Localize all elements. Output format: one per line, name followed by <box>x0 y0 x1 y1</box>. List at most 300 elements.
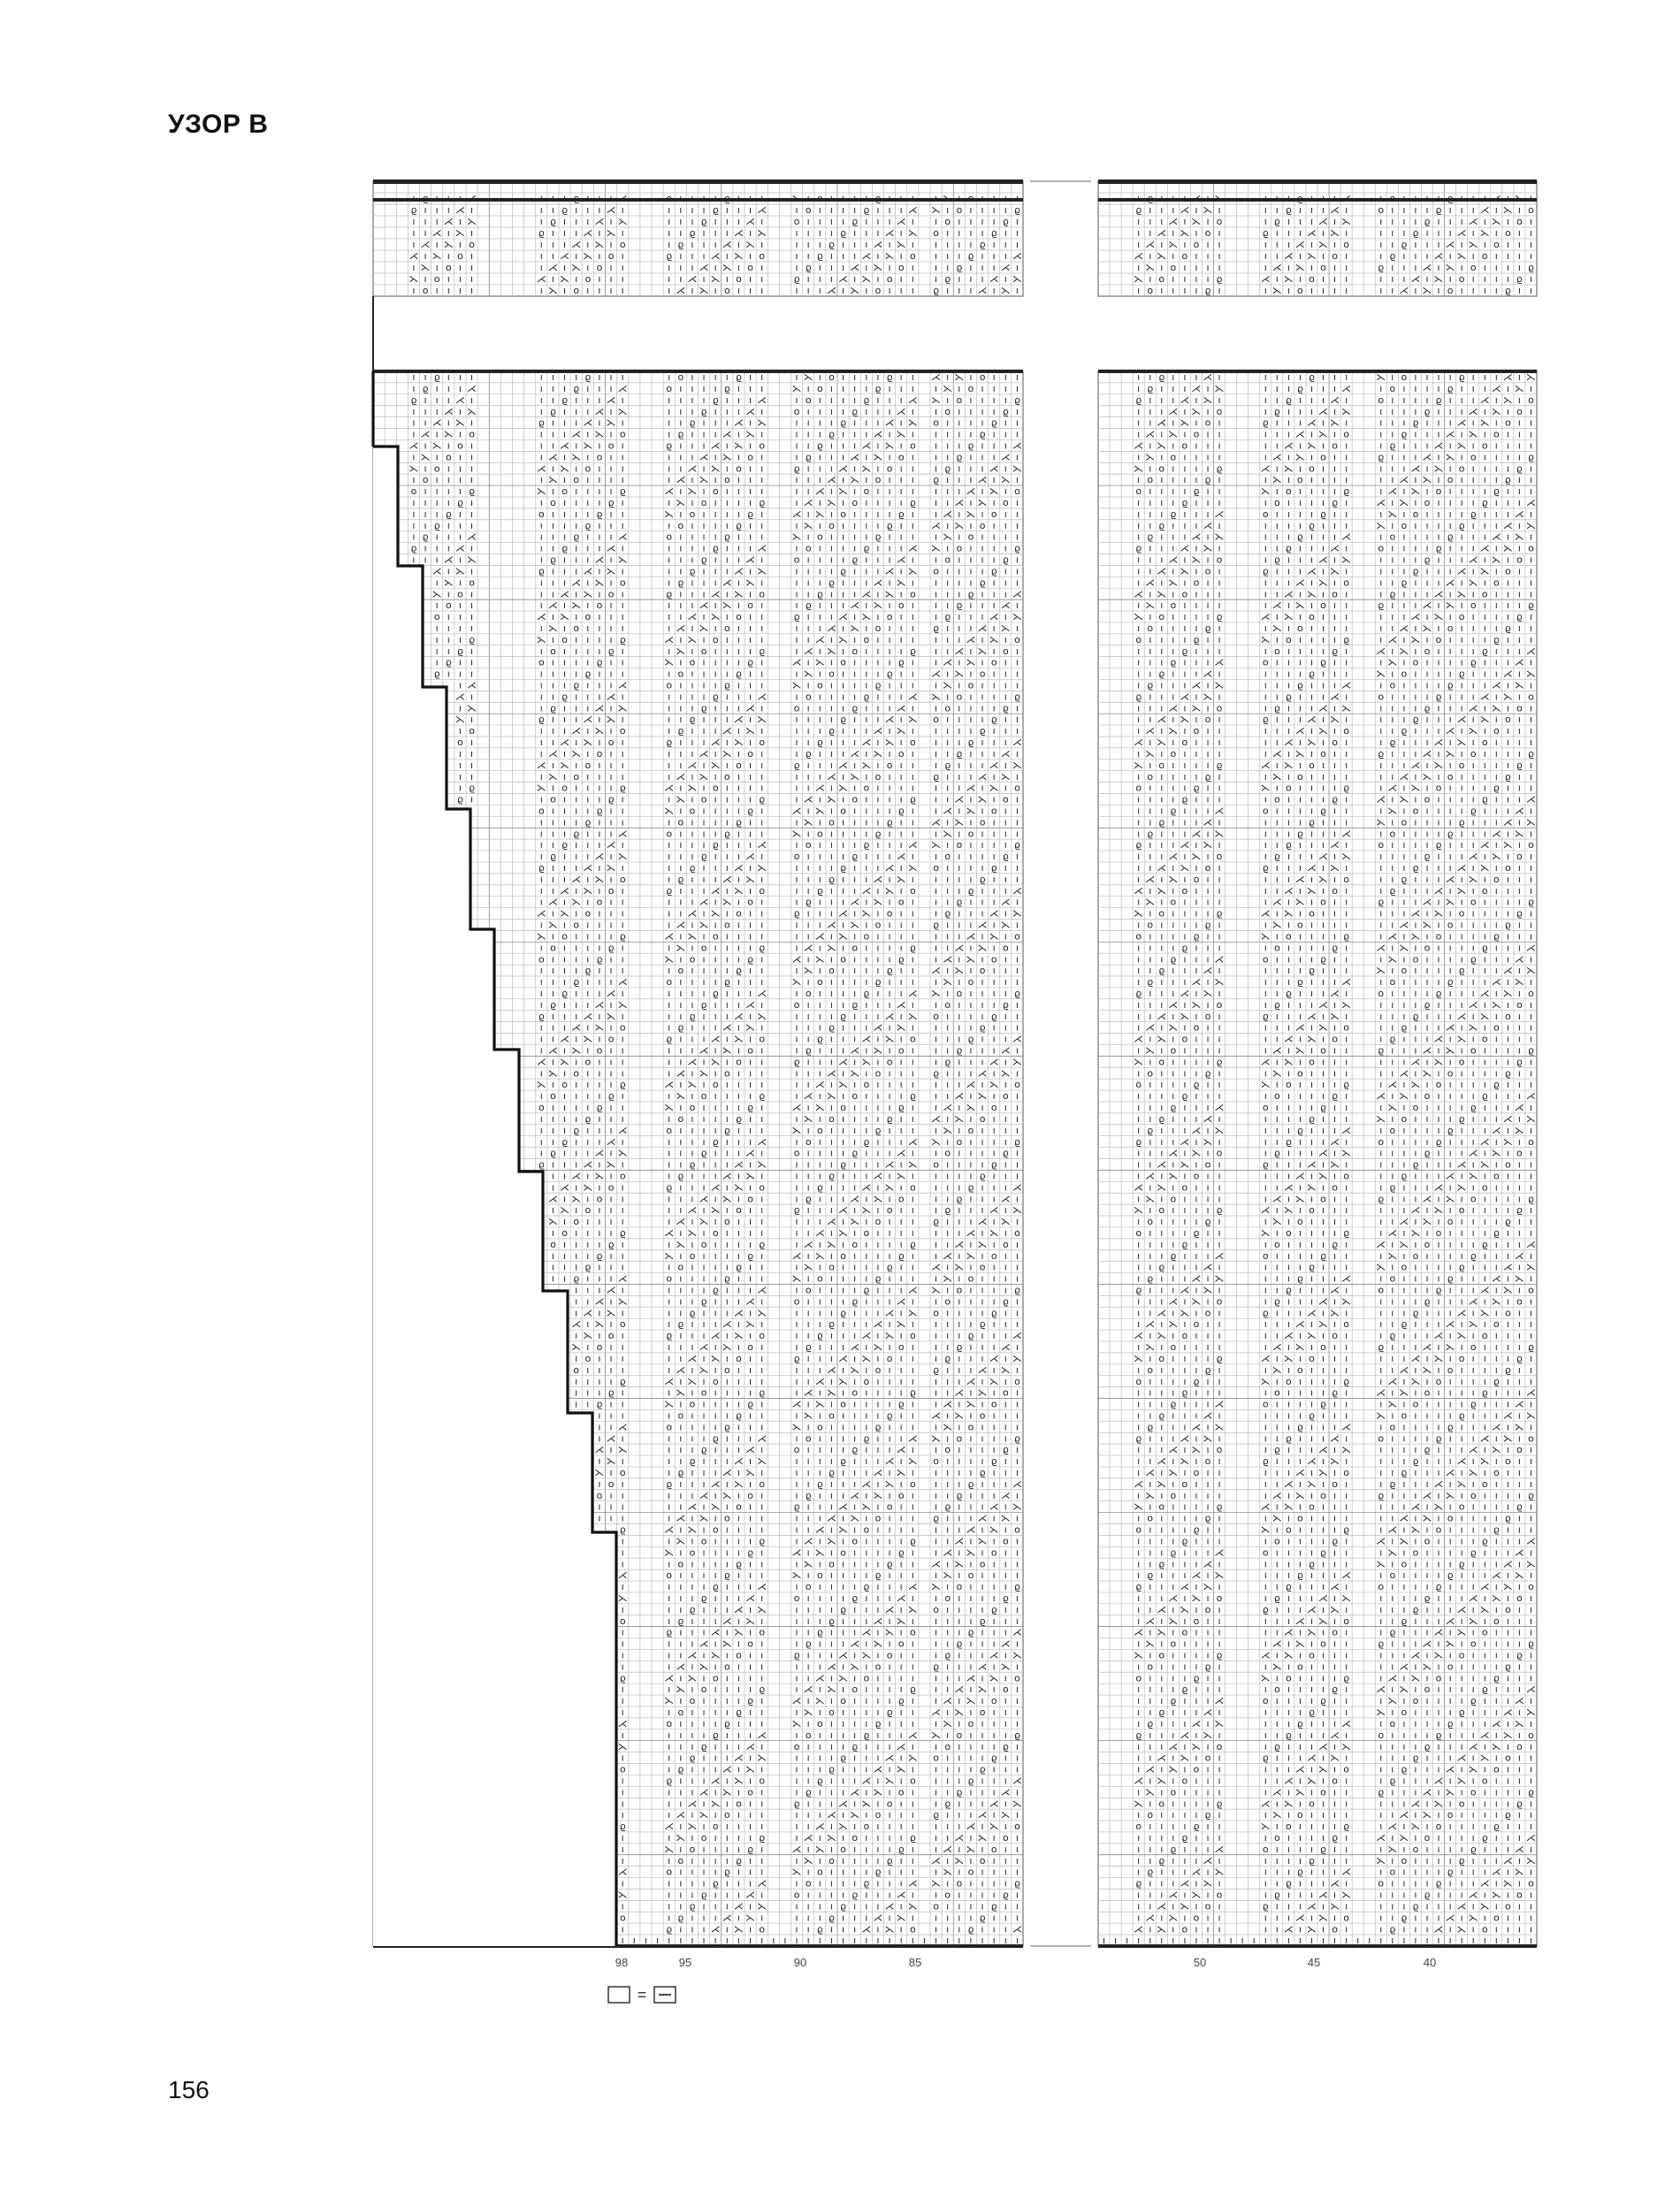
chart-symbol: ı <box>760 1513 763 1524</box>
chart-symbol: ı <box>969 1490 972 1501</box>
chart-symbol: ı <box>1016 714 1019 725</box>
chart-symbol: ϱ <box>933 474 939 485</box>
chart-symbol: ı <box>842 1718 844 1729</box>
chart-symbol: ı <box>1004 1421 1007 1432</box>
chart-symbol: ο <box>620 1318 626 1330</box>
chart-symbol: ı <box>946 1079 949 1090</box>
chart-symbol: ı <box>969 748 972 760</box>
chart-symbol: ı <box>412 227 415 239</box>
chart-symbol: ı <box>889 999 891 1011</box>
chart-symbol: ı <box>575 216 577 227</box>
chart-symbol: ı <box>969 839 972 851</box>
chart-symbol: ı <box>865 1752 867 1764</box>
chart-symbol: ı <box>737 953 740 965</box>
chart-symbol: ϱ <box>829 239 835 250</box>
chart-symbol: ϱ <box>747 805 753 816</box>
chart-symbol: ı <box>679 930 682 942</box>
chart-symbol: ο <box>736 1501 742 1513</box>
chart-symbol: ı <box>865 657 867 668</box>
chart-symbol: ϱ <box>736 371 742 383</box>
chart-symbol: ı <box>807 885 810 897</box>
chart-symbol: ı <box>737 976 740 988</box>
chart-symbol: ı <box>737 942 740 953</box>
chart-symbol: ⋌ <box>943 1695 952 1706</box>
chart-symbol: ı <box>1016 531 1019 543</box>
chart-symbol: ı <box>552 394 554 406</box>
chart-symbol: ϱ <box>967 440 974 452</box>
chart-symbol: ı <box>703 1399 706 1410</box>
chart-symbol: ı <box>726 1353 729 1364</box>
chart-symbol: ϱ <box>817 737 823 748</box>
chart-symbol: ϱ <box>410 394 416 406</box>
chart-symbol: ı <box>865 1741 867 1752</box>
chart-symbol: ⋋ <box>687 1524 697 1536</box>
chart-symbol: ϱ <box>573 976 579 988</box>
chart-symbol: ⋌ <box>1001 748 1011 760</box>
chart-symbol: ı <box>876 1855 879 1867</box>
chart-symbol: ı <box>958 862 960 874</box>
chart-symbol: ı <box>807 1318 810 1330</box>
chart-symbol: ı <box>598 485 600 497</box>
chart-symbol: ⋌ <box>838 1353 848 1364</box>
chart-symbol: ı <box>912 1706 914 1718</box>
chart-symbol: ı <box>586 262 589 273</box>
chart-symbol: ο <box>887 1501 893 1513</box>
chart-symbol: ı <box>796 1786 798 1798</box>
chart-symbol: ı <box>714 1262 717 1273</box>
chart-symbol: ı <box>830 394 833 406</box>
chart-symbol: ⋌ <box>734 1011 744 1022</box>
chart-symbol: ο <box>829 1706 835 1718</box>
chart-symbol: ı <box>900 1478 903 1490</box>
chart-symbol: ı <box>1016 1809 1019 1821</box>
chart-symbol: ϱ <box>933 1513 939 1524</box>
chart-symbol: ⋌ <box>711 1034 721 1045</box>
chart-symbol: ı <box>737 794 740 805</box>
chart-symbol: ı <box>726 1444 729 1455</box>
chart-symbol: ⋌ <box>432 227 442 239</box>
chart-symbol: ı <box>981 828 984 839</box>
chart-symbol: ο <box>956 691 962 702</box>
chart-symbol: ⋋ <box>954 1855 964 1867</box>
chart-symbol: ı <box>610 520 613 531</box>
chart-symbol: ı <box>668 771 670 782</box>
chart-symbol: ı <box>668 816 670 828</box>
chart-symbol: ⋌ <box>699 599 709 611</box>
chart-symbol: ı <box>1004 1581 1007 1592</box>
chart-symbol: ı <box>760 273 763 285</box>
chart-symbol: ı <box>912 576 914 588</box>
chart-symbol: ϱ <box>956 1045 962 1057</box>
chart-symbol: ı <box>865 1022 867 1034</box>
chart-symbol: ı <box>622 908 624 920</box>
chart-symbol: ϱ <box>584 371 591 383</box>
chart-symbol: ⋌ <box>827 1660 836 1672</box>
chart-symbol: ⋌ <box>873 725 882 737</box>
chart-symbol: ı <box>969 1706 972 1718</box>
chart-symbol: ı <box>726 227 729 239</box>
chart-symbol: ⋌ <box>966 1227 975 1239</box>
chart-symbol: ı <box>760 908 763 920</box>
chart-symbol: ı <box>830 1650 833 1661</box>
chart-symbol: ⋌ <box>687 462 697 474</box>
chart-symbol: ı <box>703 862 706 874</box>
chart-symbol: ı <box>981 1581 984 1592</box>
chart-symbol: ı <box>668 851 670 862</box>
chart-symbol: ⋌ <box>687 1204 697 1216</box>
chart-symbol: ı <box>889 1022 891 1034</box>
chart-symbol: ı <box>946 1045 949 1057</box>
chart-symbol: ı <box>912 1524 914 1536</box>
chart-symbol: ı <box>726 1011 729 1022</box>
chart-symbol: ⋋ <box>827 497 836 508</box>
chart-symbol: ı <box>714 874 717 885</box>
chart-symbol: ϱ <box>677 429 683 440</box>
chart-symbol: ο <box>968 1421 974 1432</box>
chart-symbol: ο <box>851 1832 858 1844</box>
chart-symbol: ı <box>691 1125 693 1136</box>
chart-symbol: ϱ <box>887 668 893 680</box>
chart-symbol: ⋋ <box>838 782 848 794</box>
chart-symbol: ı <box>714 576 717 588</box>
chart-symbol: ⋋ <box>757 565 767 576</box>
chart-symbol: ⋌ <box>815 1821 825 1832</box>
chart-symbol: ı <box>726 1695 729 1706</box>
chart-symbol: ı <box>889 920 891 931</box>
chart-symbol: ı <box>1004 531 1007 543</box>
chart-symbol: ı <box>830 1569 833 1581</box>
chart-symbol: ı <box>679 1501 682 1513</box>
chart-symbol: ı <box>865 383 867 394</box>
chart-symbol: ı <box>737 1695 740 1706</box>
chart-symbol: ⋋ <box>676 942 685 953</box>
chart-symbol: ı <box>807 588 810 599</box>
chart-symbol: ⋋ <box>560 462 569 474</box>
chart-symbol: ı <box>552 680 554 691</box>
chart-symbol: ı <box>679 1181 682 1193</box>
chart-symbol: ı <box>946 885 949 897</box>
chart-symbol: ο <box>446 599 452 611</box>
chart-symbol: ı <box>900 816 903 828</box>
chart-symbol: ⋋ <box>931 839 941 851</box>
chart-symbol: ı <box>1016 1535 1019 1546</box>
chart-symbol: ⋌ <box>594 406 604 417</box>
chart-symbol: ⋋ <box>804 1113 813 1125</box>
chart-symbol: ı <box>1016 645 1019 657</box>
chart-symbol: ı <box>714 1569 717 1581</box>
chart-symbol: ı <box>958 771 960 782</box>
chart-symbol: ⋌ <box>792 657 802 668</box>
chart-symbol: ϱ <box>689 1604 695 1615</box>
chart-symbol: ı <box>807 1569 810 1581</box>
chart-symbol: ı <box>853 1855 856 1867</box>
chart-symbol: ı <box>796 897 798 908</box>
chart-symbol: ı <box>842 531 844 543</box>
chart-symbol: ο <box>944 554 951 566</box>
chart-symbol: ı <box>714 1387 717 1399</box>
chart-symbol: ı <box>946 1786 949 1798</box>
chart-symbol: ⋋ <box>409 462 418 474</box>
chart-symbol: ı <box>691 193 693 204</box>
chart-symbol: ı <box>1004 634 1007 645</box>
chart-symbol: ı <box>958 554 960 566</box>
chart-symbol: ı <box>1004 1102 1007 1113</box>
chart-symbol: ϱ <box>677 576 683 588</box>
chart-symbol: ⋋ <box>618 999 628 1011</box>
chart-symbol: ⋌ <box>908 1136 918 1148</box>
chart-symbol: ı <box>853 371 856 383</box>
chart-symbol: ϱ <box>620 634 626 645</box>
chart-symbol: ο <box>840 657 846 668</box>
chart-symbol: ı <box>819 1809 821 1821</box>
chart-symbol: ο <box>677 816 683 828</box>
chart-symbol: ı <box>842 1775 844 1786</box>
chart-symbol: ı <box>900 1706 903 1718</box>
chart-symbol: ⋌ <box>954 1090 964 1102</box>
chart-symbol: ı <box>540 250 543 262</box>
chart-symbol: ı <box>726 508 729 520</box>
chart-symbol: ı <box>563 1011 566 1022</box>
chart-symbol: ı <box>1016 1364 1019 1376</box>
chart-symbol: ı <box>900 611 903 622</box>
chart-symbol: ı <box>1004 383 1007 394</box>
chart-symbol: ⋌ <box>687 908 697 920</box>
chart-symbol: ı <box>889 193 891 204</box>
chart-symbol: ⋋ <box>757 1011 767 1022</box>
chart-symbol: ı <box>691 250 693 262</box>
chart-symbol: ı <box>714 216 717 227</box>
chart-symbol: ı <box>714 239 717 250</box>
chart-symbol: ı <box>969 1798 972 1809</box>
chart-symbol: ı <box>668 1501 670 1513</box>
chart-symbol: ı <box>853 565 856 576</box>
chart-symbol: ı <box>876 1444 879 1455</box>
chart-symbol: ı <box>819 920 821 931</box>
chart-symbol: ϱ <box>584 520 591 531</box>
chart-symbol: ⋋ <box>687 930 697 942</box>
chart-symbol: ı <box>912 216 914 227</box>
chart-symbol: ı <box>842 816 844 828</box>
chart-symbol: ı <box>935 1056 937 1067</box>
chart-symbol: ⋋ <box>560 611 569 622</box>
chart-symbol: ı <box>737 1387 740 1399</box>
chart-symbol: ı <box>679 1592 682 1604</box>
chart-symbol: ϱ <box>840 417 846 429</box>
chart-symbol: ⋌ <box>838 760 848 771</box>
chart-symbol: ı <box>622 1193 624 1204</box>
chart-symbol: ο <box>806 839 812 851</box>
chart-symbol: ϱ <box>887 965 893 976</box>
chart-symbol: ı <box>703 383 706 394</box>
chart-symbol: ο <box>690 1250 696 1262</box>
chart-symbol: ϱ <box>1003 1592 1009 1604</box>
chart-symbol: ı <box>830 588 833 599</box>
chart-symbol: ı <box>552 1262 554 1273</box>
chart-symbol: ı <box>819 1262 821 1273</box>
chart-symbol: ı <box>853 1672 856 1683</box>
chart-symbol: ο <box>980 1113 986 1125</box>
chart-symbol: ο <box>1003 497 1009 508</box>
chart-symbol: ı <box>900 1204 903 1216</box>
chart-symbol: ı <box>622 1455 624 1467</box>
chart-symbol: ο <box>469 239 475 250</box>
chart-symbol: ο <box>898 748 905 760</box>
chart-symbol: ı <box>819 1353 821 1364</box>
chart-symbol: ⋋ <box>664 1844 674 1855</box>
chart-symbol: ⋋ <box>792 383 802 394</box>
chart-symbol: ⋌ <box>711 1330 721 1341</box>
chart-symbol: ı <box>726 1878 729 1889</box>
chart-symbol: ⋋ <box>722 1341 732 1353</box>
chart-symbol: ı <box>691 737 693 748</box>
chart-symbol: ı <box>586 839 589 851</box>
chart-symbol: ı <box>679 227 682 239</box>
chart-symbol: ı <box>563 227 566 239</box>
chart-symbol: ϱ <box>794 908 800 920</box>
chart-symbol: ı <box>912 262 914 273</box>
chart-symbol: ı <box>830 1478 833 1490</box>
chart-symbol: ı <box>679 1729 682 1741</box>
chart-symbol: ı <box>912 965 914 976</box>
chart-symbol: ⋌ <box>722 725 732 737</box>
chart-symbol: ⋋ <box>908 862 918 874</box>
chart-symbol: ı <box>946 1113 949 1125</box>
chart-symbol: ı <box>807 417 810 429</box>
chart-symbol: ı <box>900 1683 903 1695</box>
chart-symbol: ϱ <box>910 1090 916 1102</box>
chart-symbol: ı <box>760 531 763 543</box>
chart-symbol: ⋋ <box>745 1467 755 1478</box>
chart-symbol: ⋌ <box>676 1216 685 1227</box>
chart-symbol: ı <box>865 1421 867 1432</box>
chart-symbol: ϱ <box>689 417 695 429</box>
chart-symbol: ⋌ <box>838 1056 848 1067</box>
chart-symbol: ı <box>703 588 706 599</box>
chart-symbol: ⋌ <box>676 920 685 931</box>
chart-symbol: ⋌ <box>757 204 767 216</box>
chart-symbol: ϱ <box>991 227 997 239</box>
chart-symbol: ı <box>470 748 473 760</box>
chart-symbol: ı <box>679 1376 682 1387</box>
chart-symbol: ı <box>958 737 960 748</box>
chart-symbol: ı <box>807 273 810 285</box>
chart-symbol: ı <box>807 930 810 942</box>
chart-symbol: ⋋ <box>838 930 848 942</box>
chart-symbol: ı <box>865 874 867 885</box>
chart-symbol: ϱ <box>561 691 568 702</box>
chart-symbol: ı <box>691 897 693 908</box>
chart-symbol: ⋌ <box>537 611 546 622</box>
chart-symbol: ı <box>760 1353 763 1364</box>
chart-symbol: ı <box>726 1535 729 1546</box>
chart-symbol: ı <box>935 874 937 885</box>
chart-symbol: ı <box>876 565 879 576</box>
chart-symbol: ı <box>586 1227 589 1239</box>
chart-symbol: ı <box>1016 1239 1019 1250</box>
chart-symbol: ı <box>853 874 856 885</box>
chart-symbol: ı <box>900 1650 903 1661</box>
chart-symbol: ⋌ <box>618 383 628 394</box>
chart-symbol: ı <box>459 771 462 782</box>
chart-symbol: ı <box>598 645 600 657</box>
chart-symbol: ı <box>981 1045 984 1057</box>
chart-symbol: ı <box>912 1148 914 1159</box>
chart-symbol: ı <box>993 1581 996 1592</box>
chart-symbol: ı <box>726 1650 729 1661</box>
chart-symbol: ı <box>691 531 693 543</box>
chart-symbol: ı <box>900 474 903 485</box>
chart-symbol: ı <box>586 794 589 805</box>
chart-symbol: ⋌ <box>1012 1775 1022 1786</box>
chart-symbol: ı <box>726 1832 729 1844</box>
chart-symbol: ο <box>887 1798 893 1809</box>
chart-symbol: ı <box>598 1307 600 1318</box>
chart-symbol: ı <box>796 1683 798 1695</box>
chart-symbol: ο <box>933 1159 939 1171</box>
chart-symbol: ϱ <box>840 1604 846 1615</box>
chart-symbol: ı <box>912 1262 914 1273</box>
chart-symbol: ı <box>563 680 566 691</box>
chart-symbol: ı <box>993 1364 996 1376</box>
chart-symbol: ı <box>830 1307 833 1318</box>
chart-symbol: ı <box>958 999 960 1011</box>
chart-symbol: ı <box>912 680 914 691</box>
chart-symbol: ı <box>1016 1844 1019 1855</box>
chart-symbol: ı <box>1004 1227 1007 1239</box>
chart-symbol: ı <box>714 1102 717 1113</box>
chart-symbol: ı <box>552 1227 554 1239</box>
chart-symbol: ı <box>622 1011 624 1022</box>
chart-symbol: ı <box>714 1764 717 1775</box>
chart-symbol: ı <box>412 193 415 204</box>
chart-symbol: ⋌ <box>931 1113 941 1125</box>
chart-symbol: ⋌ <box>989 908 999 920</box>
chart-symbol: ı <box>1004 1455 1007 1467</box>
chart-symbol: ı <box>703 1695 706 1706</box>
chart-symbol: ı <box>586 1273 589 1285</box>
chart-symbol: ı <box>749 611 752 622</box>
chart-symbol: ϱ <box>806 451 812 462</box>
chart-symbol: ı <box>830 383 833 394</box>
chart-symbol: ϱ <box>584 668 591 680</box>
chart-symbol: ϱ <box>829 576 835 588</box>
chart-symbol: ı <box>935 1490 937 1501</box>
chart-symbol: ϱ <box>1014 204 1020 216</box>
chart-symbol: ı <box>865 1764 867 1775</box>
chart-symbol: ο <box>736 462 742 474</box>
chart-symbol: ı <box>969 216 972 227</box>
chart-symbol: ı <box>622 417 624 429</box>
chart-symbol: ϱ <box>863 1729 869 1741</box>
chart-symbol: ı <box>981 634 984 645</box>
chart-symbol: ı <box>760 1250 763 1262</box>
chart-symbol: ı <box>760 874 763 885</box>
chart-symbol: ı <box>946 474 949 485</box>
chart-symbol: ı <box>935 1170 937 1181</box>
chart-symbol: ο <box>759 1478 765 1490</box>
chart-symbol: ı <box>586 782 589 794</box>
chart-symbol: ο <box>736 1353 742 1364</box>
chart-symbol: ı <box>969 1022 972 1034</box>
chart-symbol: ο <box>875 920 882 931</box>
chart-symbol: ο <box>980 1409 986 1421</box>
chart-symbol: ı <box>737 451 740 462</box>
chart-symbol: ı <box>760 554 763 566</box>
chart-symbol: ⋋ <box>1012 462 1022 474</box>
chart-symbol: ı <box>912 1125 914 1136</box>
chart-symbol: ο <box>991 657 997 668</box>
chart-symbol: ı <box>981 462 984 474</box>
